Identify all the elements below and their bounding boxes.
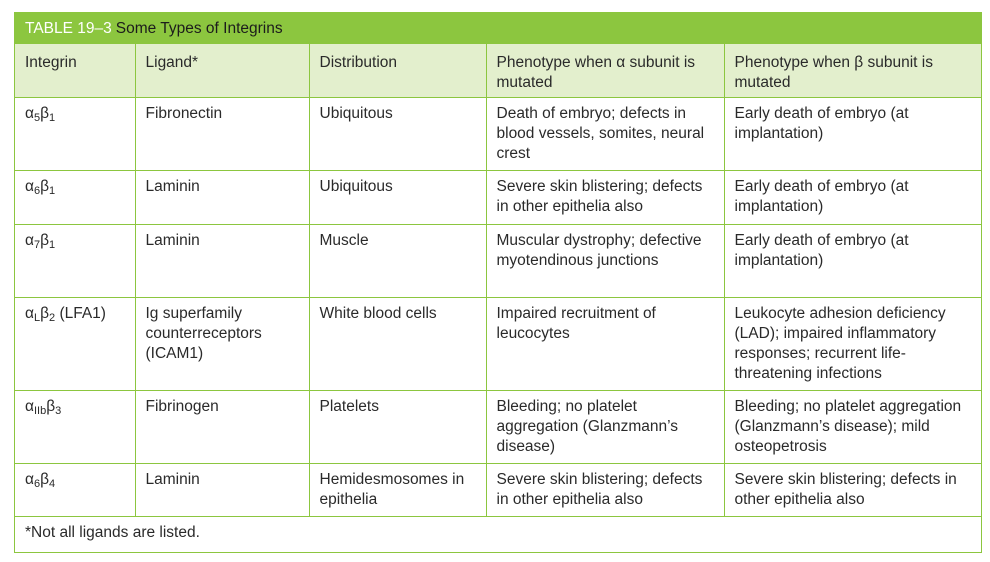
table-row bbox=[15, 225, 981, 298]
alpha-phenotype-cell: Severe skin blistering; defects in other epithelia also bbox=[486, 464, 724, 517]
table-title-bar bbox=[15, 13, 981, 44]
table-row bbox=[15, 171, 981, 225]
alpha-phenotype-cell: Death of embryo; defects in blood vessels, somites, neural crest bbox=[486, 98, 724, 171]
ligand-cell: Laminin bbox=[135, 171, 309, 225]
table-footnote: *Not all ligands are listed. bbox=[25, 524, 200, 541]
header-row bbox=[15, 44, 981, 98]
header-alpha-phenotype: Phenotype when α subunit is mutated bbox=[486, 44, 724, 98]
distribution-cell: Ubiquitous bbox=[309, 98, 486, 171]
distribution-cell: White blood cells bbox=[309, 298, 486, 391]
integrin-cell: $\alpha_6\beta_4$ bbox=[15, 464, 135, 517]
distribution-cell: Ubiquitous bbox=[309, 171, 486, 225]
distribution-cell: Platelets bbox=[309, 391, 486, 464]
alpha-phenotype-cell: Severe skin blistering; defects in other epithelia also bbox=[486, 171, 724, 225]
integrin-cell: $\alpha_5\beta_1$ bbox=[15, 98, 135, 171]
table-row bbox=[15, 98, 981, 171]
beta-phenotype-cell: Leukocyte adhesion deficiency (LAD); impaired inflammatory responses; recurrent life-threatening infections bbox=[724, 298, 981, 391]
beta-phenotype-cell: Bleeding; no platelet aggregation (Glanzmann’s disease); mild osteopetrosis bbox=[724, 391, 981, 464]
table-title: Some Types of Integrins bbox=[115, 19, 283, 37]
integrin-cell: $\alpha_7\beta_1$ bbox=[15, 225, 135, 298]
ligand-cell: Fibrinogen bbox=[135, 391, 309, 464]
header-beta-phenotype: Phenotype when β subunit is mutated bbox=[724, 44, 981, 98]
integrin-cell: $\alpha_L\beta_2$ (LFA1) bbox=[15, 298, 135, 391]
distribution-cell: Hemidesmosomes in epithelia bbox=[309, 464, 486, 517]
integrin-cell: $\alpha_6\beta_1$ bbox=[15, 171, 135, 225]
table-row bbox=[15, 298, 981, 391]
header-integrin: Integrin bbox=[15, 44, 135, 98]
alpha-phenotype-cell: Bleeding; no platelet aggregation (Glanzmann’s disease) bbox=[486, 391, 724, 464]
header-ligand: Ligand* bbox=[135, 44, 309, 98]
integrin-table-frame bbox=[14, 12, 982, 553]
ligand-cell: Fibronectin bbox=[135, 98, 309, 171]
header-distribution: Distribution bbox=[309, 44, 486, 98]
beta-phenotype-cell: Early death of embryo (at implantation) bbox=[724, 225, 981, 298]
alpha-phenotype-cell: Impaired recruitment of leucocytes bbox=[486, 298, 724, 391]
ligand-cell: Laminin bbox=[135, 225, 309, 298]
integrin-cell: $\alpha_{IIb}\beta_3$ bbox=[15, 391, 135, 464]
table-number: TABLE 19–3 bbox=[25, 19, 112, 37]
ligand-cell: Ig superfamily counterreceptors (ICAM1) bbox=[135, 298, 309, 391]
beta-phenotype-cell: Severe skin blistering; defects in other epithelia also bbox=[724, 464, 981, 517]
beta-phenotype-cell: Early death of embryo (at implantation) bbox=[724, 98, 981, 171]
distribution-cell: Muscle bbox=[309, 225, 486, 298]
table-row bbox=[15, 391, 981, 464]
ligand-cell: Laminin bbox=[135, 464, 309, 517]
beta-phenotype-cell: Early death of embryo (at implantation) bbox=[724, 171, 981, 225]
alpha-phenotype-cell: Muscular dystrophy; defective myotendinous junctions bbox=[486, 225, 724, 298]
table-row bbox=[15, 464, 981, 517]
integrin-table bbox=[15, 44, 981, 517]
